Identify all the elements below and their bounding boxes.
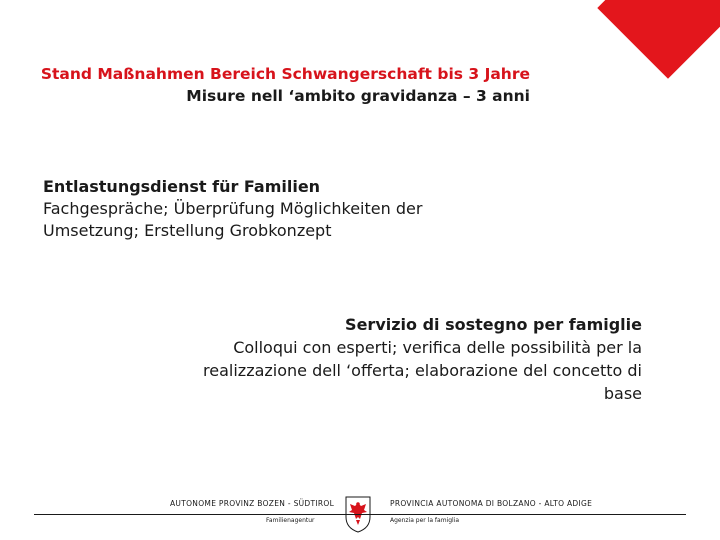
corner-diamond-decoration [597,0,720,79]
german-content-block [43,176,473,242]
footer-org-italian: PROVINCIA AUTONOMA DI BOLZANO - ALTO ADIGE [390,499,593,508]
footer-divider [34,514,686,515]
italian-content-block [202,313,642,405]
german-body: Fachgespräche; Überprüfung Möglichkeiten der Umsetzung; Erstellung Grobkonzept [43,199,423,240]
german-heading: Entlastungsdienst für Familien [43,177,321,196]
footer-dept-german: Familienagentur [266,517,315,524]
slide-title [41,63,530,107]
italian-body: Colloqui con esperti; verifica delle possibilità per la realizzazione dell ‘offerta; elaborazione del concetto di base [203,338,642,403]
footer-org-german: AUTONOME PROVINZ BOZEN - SÜDTIROL [170,499,335,508]
italian-heading: Servizio di sostegno per famiglie [345,315,642,334]
title-german: Stand Maßnahmen Bereich Schwangerschaft bis 3 Jahre [40,65,530,83]
footer-dept-italian: Agenzia per la famiglia [390,517,460,524]
title-italian: Misure nell ‘ambito gravidanza – 3 anni [186,87,530,105]
